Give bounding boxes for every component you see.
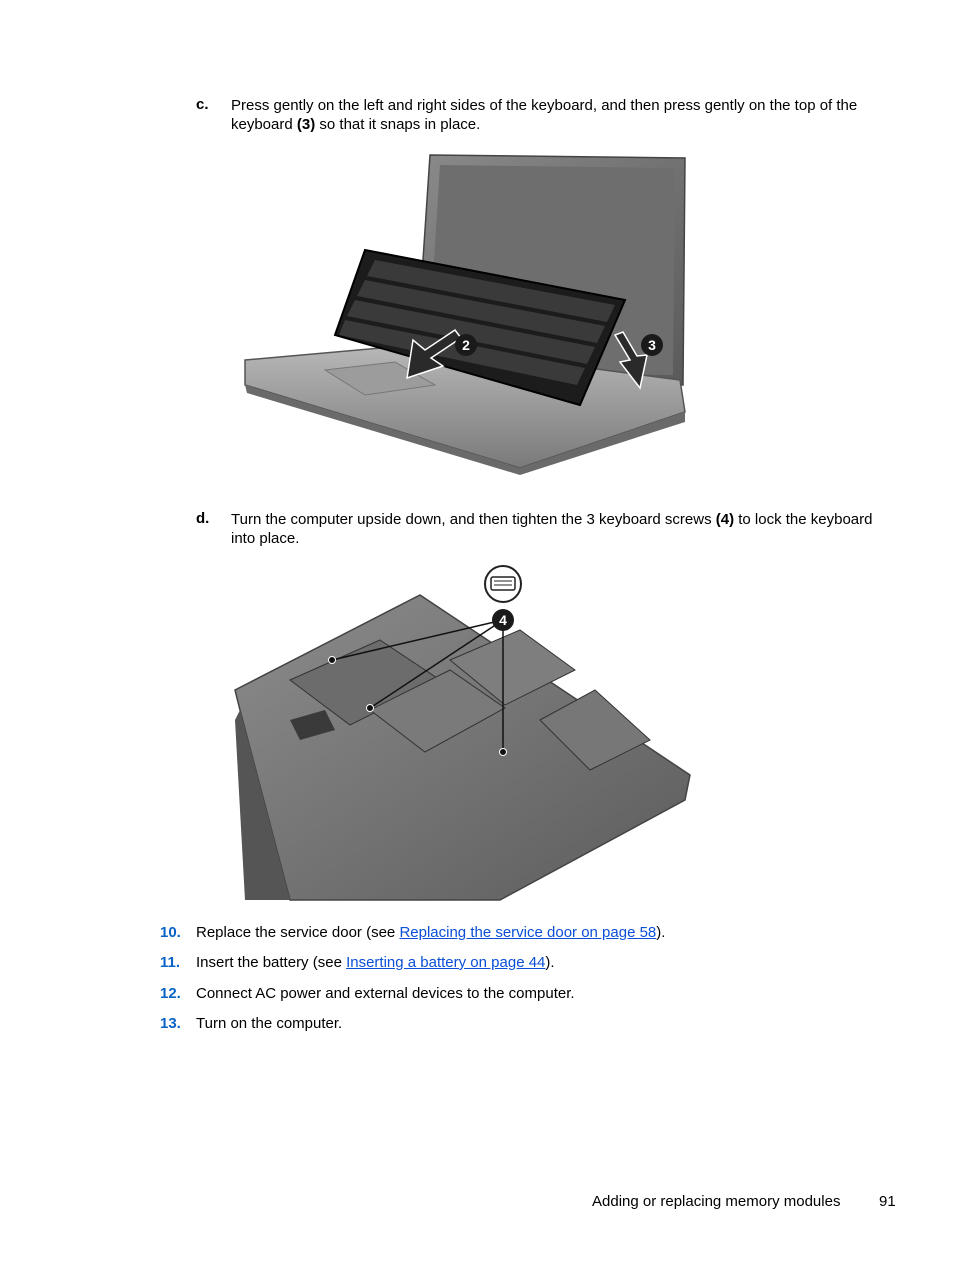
step-d-bold: (4) <box>715 511 735 528</box>
step-number: 10. <box>160 924 181 941</box>
callout-4: 4 <box>499 612 507 628</box>
link-replacing-service-door[interactable]: Replacing the service door on page 58 <box>399 924 657 941</box>
screw-3 <box>500 749 507 756</box>
step-number: 11. <box>160 954 181 971</box>
step-c-text-b: so that it snaps in place. <box>315 116 481 133</box>
footer-section-title: Adding or replacing memory modules <box>592 1193 841 1210</box>
link-inserting-battery[interactable]: Inserting a battery on page 44 <box>346 954 546 971</box>
step-text: Insert the battery (see <box>196 954 347 971</box>
step-11 <box>160 954 555 971</box>
step-c-text <box>231 96 891 134</box>
step-10 <box>160 924 665 941</box>
callout-3: 3 <box>648 337 656 353</box>
keyboard-install-illustration <box>235 150 695 475</box>
step-letter-c: c. <box>196 96 209 113</box>
step-letter-d: d. <box>196 510 210 527</box>
step-12 <box>160 985 575 1002</box>
step-d-text-a: Turn the computer upside down, and then tighten the 3 keyboard screws <box>231 511 716 528</box>
step-text: Replace the service door (see <box>196 924 400 941</box>
step-d-text-b: to lock the keyboard into place. <box>231 511 873 547</box>
step-number: 12. <box>160 985 181 1002</box>
page-number: 91 <box>879 1193 896 1210</box>
screw-2 <box>367 705 374 712</box>
bottom-screws-illustration <box>230 560 700 905</box>
step-c-text-a: Press gently on the left and right sides of the keyboard, and then press gently on the top of the keyboard <box>231 97 858 133</box>
step-c-bold: (3) <box>296 116 316 133</box>
step-number: 13. <box>160 1015 181 1032</box>
step-text: Connect AC power and external devices to the computer. <box>196 985 575 1002</box>
step-text: Turn on the computer. <box>196 1015 343 1032</box>
step-text-after: ). <box>545 954 555 971</box>
step-d-text <box>231 510 891 548</box>
step-13 <box>160 1015 342 1032</box>
callout-2: 2 <box>462 337 470 353</box>
screw-1 <box>329 657 336 664</box>
step-text-after: ). <box>656 924 666 941</box>
